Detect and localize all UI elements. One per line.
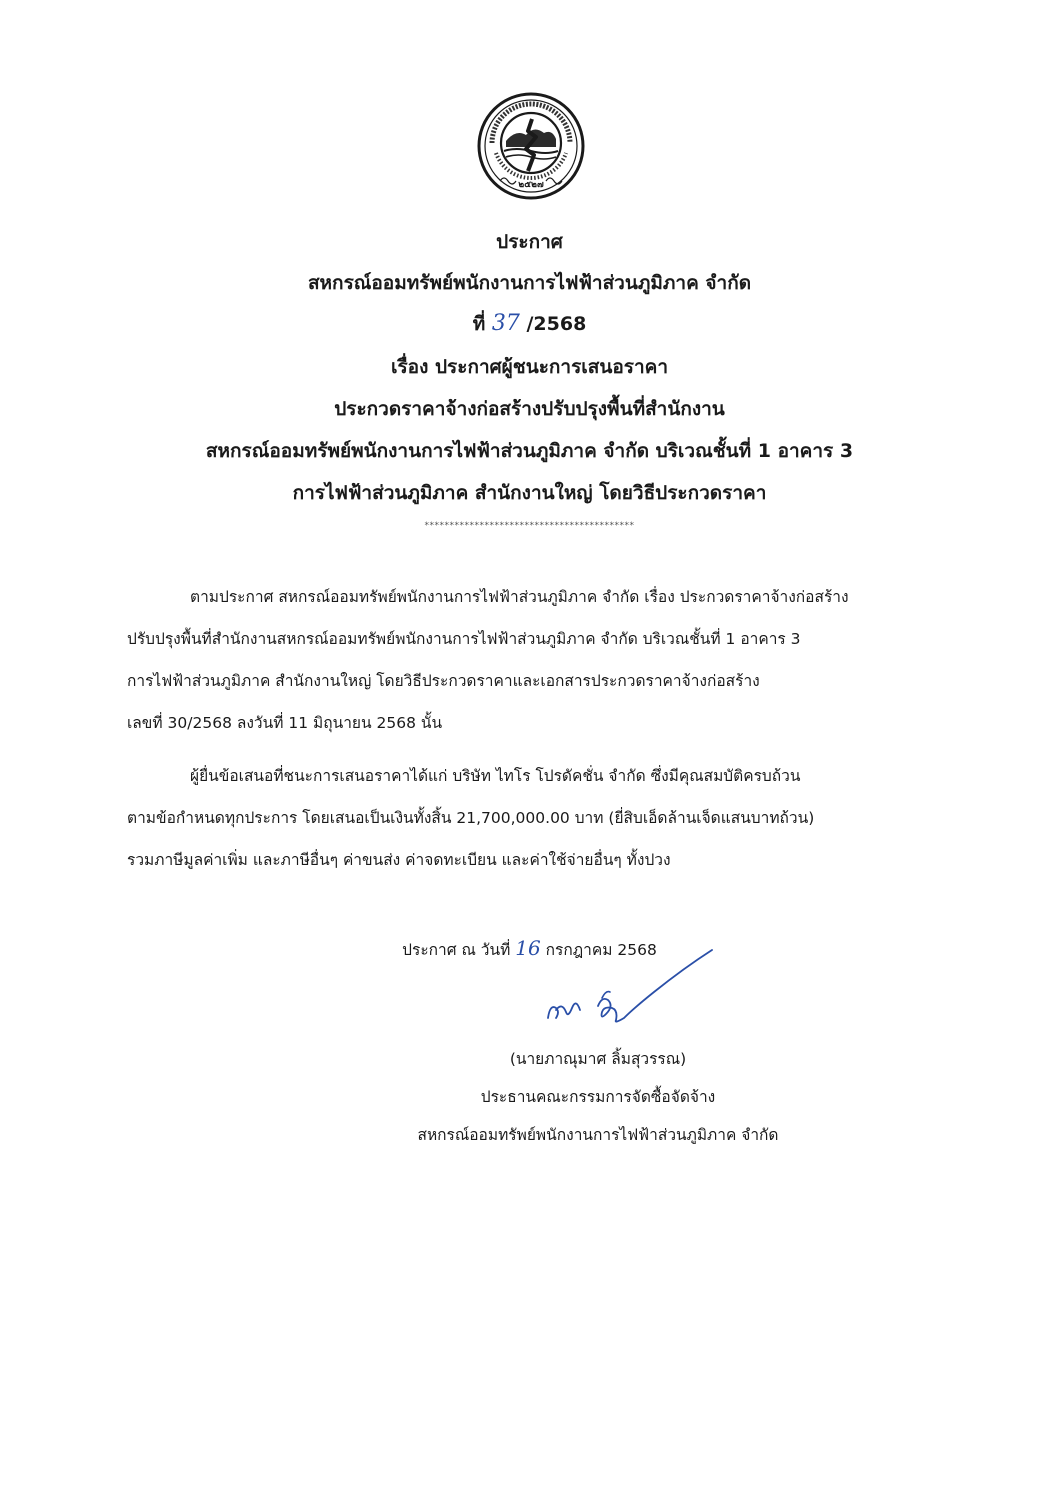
- paragraph-1-line-3: การไฟฟ้าส่วนภูมิภาค สำนักงานใหญ่ โดยวิธีประกวดราคาและเอกสารประกวดราคาจ้างก่อสร้าง: [127, 672, 760, 690]
- paragraph-2-line-3: รวมภาษีมูลค่าเพิ่ม และภาษีอื่นๆ ค่าขนส่ง ค่าจดทะเบียน และค่าใช้จ่ายอื่นๆ ทั้งปวง: [127, 851, 671, 869]
- handwritten-number: 37: [491, 311, 520, 336]
- number-suffix: /2568: [526, 313, 587, 335]
- announcement-heading: ประกาศ: [496, 231, 563, 253]
- number-prefix: ที่: [472, 313, 486, 335]
- date-suffix: กรกฎาคม 2568: [545, 941, 657, 959]
- paragraph-1-line-4: เลขที่ 30/2568 ลงวันที่ 11 มิถุนายน 2568 นั้น: [127, 714, 443, 732]
- paragraph-1-line-2: ปรับปรุงพื้นที่สำนักงานสหกรณ์ออมทรัพย์พนักงานการไฟฟ้าส่วนภูมิภาค จำกัด บริเวณชั้นที่ 1 อาคาร 3: [127, 630, 801, 648]
- signer-organization: สหกรณ์ออมทรัพย์พนักงานการไฟฟ้าส่วนภูมิภาค จำกัด: [417, 1126, 779, 1144]
- announcement-date: [0, 938, 1059, 960]
- signer-name: (นายภาณุมาศ ลิ้มสุวรรณ): [509, 1050, 687, 1068]
- paragraph-2-line-2: ตามข้อกำหนดทุกประการ โดยเสนอเป็นเงินทั้งสิ้น 21,700,000.00 บาท (ยี่สิบเอ็ดล้านเจ็ดแสนบาทถ้วน): [127, 809, 815, 827]
- date-prefix: ประกาศ ณ วันที่: [402, 941, 511, 959]
- handwritten-date-day: 16: [515, 936, 541, 960]
- signer-title: ประธานคณะกรรมการจัดซื้อจัดจ้าง: [480, 1088, 716, 1106]
- seal-year-text: ๒๕๒๗: [518, 180, 544, 190]
- separator-line: ******************************************: [424, 521, 635, 531]
- announcement-number: [0, 312, 1059, 336]
- subject-line-3: สหกรณ์ออมทรัพย์พนักงานการไฟฟ้าส่วนภูมิภาค จำกัด บริเวณชั้นที่ 1 อาคาร 3: [205, 440, 854, 462]
- paragraph-2-line-1: ผู้ยื่นข้อเสนอที่ชนะการเสนอราคาได้แก่ บริษัท ไทโร โปรดัคชั่น จำกัด ซึ่งมีคุณสมบัติครบถ้วน: [190, 767, 801, 785]
- handwritten-signature: [540, 948, 740, 1038]
- paragraph-1-line-1: ตามประกาศ สหกรณ์ออมทรัพย์พนักงานการไฟฟ้าส่วนภูมิภาค จำกัด เรื่อง ประกวดราคาจ้างก่อสร้าง: [190, 588, 849, 606]
- cooperative-seal-logo: [476, 91, 586, 201]
- organization-heading: สหกรณ์ออมทรัพย์พนักงานการไฟฟ้าส่วนภูมิภาค จำกัด: [307, 272, 752, 294]
- subject-line-1: เรื่อง ประกาศผู้ชนะการเสนอราคา: [390, 356, 669, 378]
- subject-line-2: ประกวดราคาจ้างก่อสร้างปรับปรุงพื้นที่สำนักงาน: [334, 398, 725, 420]
- subject-line-4: การไฟฟ้าส่วนภูมิภาค สำนักงานใหญ่ โดยวิธีประกวดราคา: [292, 482, 767, 504]
